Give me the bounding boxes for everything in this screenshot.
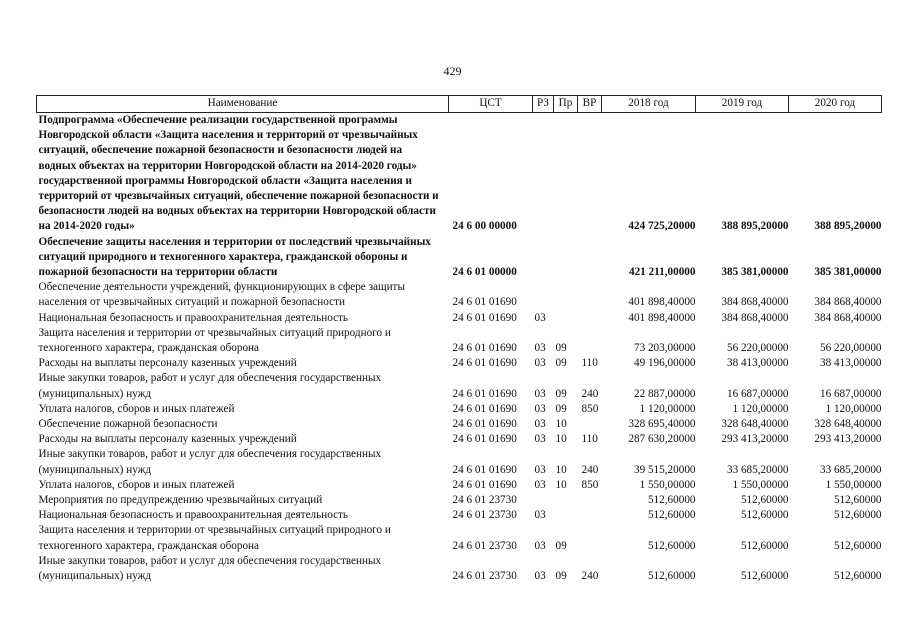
cell-name: Иные закупки товаров, работ и услуг для обеспечения государственных (муниципальных) нужд [38, 554, 382, 583]
header-name: Наименование [37, 96, 449, 113]
table-row [37, 311, 882, 326]
cell-pr: 10 [555, 433, 567, 446]
cell-pr: 09 [555, 357, 567, 370]
cell-rz: 03 [534, 433, 546, 446]
cell-pr [554, 235, 578, 281]
cell-pr: 09 [555, 570, 567, 583]
header-vr: ВР [578, 96, 602, 113]
cell-rz: 03 [534, 387, 546, 400]
cell-name: Уплата налогов, сборов и иных платежей [38, 402, 235, 415]
cell-y2019: 384 868,40000 [721, 296, 789, 309]
table-row [37, 523, 882, 553]
cell-cst: 24 6 01 01690 [452, 418, 517, 431]
cell-cst: 24 6 01 01690 [452, 478, 517, 491]
table-row [37, 554, 882, 584]
cell-vr: 240 [581, 570, 599, 583]
cell-y2020: 1 120,00000 [825, 402, 882, 415]
cell-cst: 24 6 01 23730 [452, 509, 517, 522]
cell-pr [554, 493, 578, 508]
cell-rz [533, 493, 554, 508]
cell-y2020: 385 381,00000 [814, 266, 882, 279]
cell-y2018: 39 515,20000 [633, 463, 696, 476]
cell-vr [578, 523, 602, 553]
cell-rz: 03 [534, 570, 546, 583]
cell-cst: 24 6 01 01690 [452, 357, 517, 370]
cell-y2020: 33 685,20000 [819, 463, 882, 476]
cell-pr: 09 [555, 387, 567, 400]
cell-y2019: 512,60000 [740, 539, 789, 552]
cell-y2019: 385 381,00000 [721, 266, 789, 279]
cell-y2018: 512,60000 [647, 494, 696, 507]
cell-cst: 24 6 01 23730 [452, 494, 517, 507]
budget-table [36, 95, 882, 584]
cell-pr: 09 [555, 402, 567, 415]
header-cst: ЦСТ [449, 96, 533, 113]
cell-vr [578, 311, 602, 326]
cell-cst: 24 6 00 00000 [452, 220, 517, 233]
cell-y2020: 512,60000 [833, 509, 882, 522]
cell-name: Обеспечение деятельности учреждений, функционирующих в сфере защиты населения от чрезвычайных ситуаций и пожарной безопасности [38, 281, 405, 309]
cell-cst: 24 6 01 01690 [452, 463, 517, 476]
cell-name: Обеспечение пожарной безопасности [38, 418, 218, 431]
cell-y2018: 49 196,00000 [633, 357, 696, 370]
header-rz: РЗ [533, 96, 554, 113]
cell-cst: 24 6 01 01690 [452, 342, 517, 355]
cell-vr [578, 113, 602, 235]
table-header-row [37, 96, 882, 113]
cell-y2020: 512,60000 [833, 539, 882, 552]
cell-name: Расходы на выплаты персоналу казенных учреждений [38, 357, 297, 370]
cell-y2020: 384 868,40000 [814, 296, 882, 309]
cell-cst: 24 6 01 00000 [452, 266, 517, 279]
cell-rz [533, 235, 554, 281]
cell-pr: 09 [555, 539, 567, 552]
header-2019: 2019 год [696, 96, 789, 113]
table-row [37, 493, 882, 508]
cell-y2020: 384 868,40000 [814, 311, 882, 324]
cell-cst: 24 6 01 01690 [452, 402, 517, 415]
table-row [37, 235, 882, 281]
cell-cst: 24 6 01 01690 [452, 387, 517, 400]
cell-pr: 10 [555, 478, 567, 491]
cell-pr [554, 508, 578, 523]
cell-y2019: 512,60000 [740, 570, 789, 583]
cell-name: Подпрограмма «Обеспечение реализации государственной программы Новгородской области «Защита населения и территорий от чрезвычайных ситуаций, обеспечение пожарной безопасности и безопасности людей на водных объектах на территории Новгородской области на 2014-2020 годы» государственной программы Новгородской области «Защита населения и территорий от чрезвычайных ситуаций, обеспечение пожарной безопасности и безопасности людей на водных объектах на территории Новгородской области на 2014-2020 годы» [38, 114, 439, 233]
cell-vr [578, 326, 602, 356]
cell-name: Иные закупки товаров, работ и услуг для обеспечения государственных (муниципальных) нужд [38, 372, 382, 400]
cell-y2019: 293 413,20000 [721, 433, 789, 446]
header-2020: 2020 год [789, 96, 882, 113]
cell-y2019: 384 868,40000 [721, 311, 789, 324]
table-body [37, 113, 882, 585]
cell-vr: 110 [581, 433, 598, 446]
cell-y2020: 293 413,20000 [814, 433, 882, 446]
cell-name: Расходы на выплаты персоналу казенных учреждений [38, 433, 297, 446]
cell-y2020: 512,60000 [833, 494, 882, 507]
cell-y2019: 33 685,20000 [726, 463, 789, 476]
cell-rz: 03 [534, 509, 546, 522]
cell-y2019: 512,60000 [740, 509, 789, 522]
cell-cst: 24 6 01 01690 [452, 433, 517, 446]
cell-rz [533, 113, 554, 235]
cell-y2020: 16 687,00000 [819, 387, 882, 400]
cell-pr: 09 [555, 342, 567, 355]
cell-y2019: 38 413,00000 [726, 357, 789, 370]
cell-y2019: 512,60000 [740, 494, 789, 507]
cell-vr [578, 235, 602, 281]
cell-pr: 10 [555, 418, 567, 431]
table-row [37, 356, 882, 371]
table-row [37, 447, 882, 477]
header-2018: 2018 год [602, 96, 696, 113]
cell-y2019: 16 687,00000 [726, 387, 789, 400]
cell-y2018: 424 725,20000 [628, 220, 696, 233]
cell-name: Защита населения и территории от чрезвычайных ситуаций природного и техногенного характера, гражданская оборона [38, 326, 391, 355]
cell-rz: 03 [534, 478, 546, 491]
cell-cst: 24 6 01 01690 [452, 296, 517, 309]
cell-pr [554, 113, 578, 235]
cell-name: Мероприятия по предупреждению чрезвычайных ситуаций [38, 494, 323, 507]
table-row [37, 508, 882, 523]
cell-y2018: 328 695,40000 [628, 418, 696, 431]
cell-rz: 03 [534, 463, 546, 476]
cell-y2020: 38 413,00000 [819, 357, 882, 370]
cell-vr: 240 [581, 463, 599, 476]
cell-cst: 24 6 01 01690 [452, 311, 517, 324]
table-row [37, 478, 882, 493]
cell-y2020: 56 220,00000 [819, 342, 882, 355]
table-row [37, 371, 882, 401]
cell-name: Национальная безопасность и правоохранительная деятельность [38, 509, 349, 522]
cell-rz: 03 [534, 357, 546, 370]
cell-y2018: 512,60000 [647, 570, 696, 583]
cell-rz: 03 [534, 402, 546, 415]
cell-vr: 240 [581, 387, 599, 400]
cell-vr: 850 [581, 478, 599, 491]
cell-rz: 03 [534, 342, 546, 355]
cell-y2018: 73 203,00000 [633, 342, 696, 355]
cell-cst: 24 6 01 23730 [452, 539, 517, 552]
table-row [37, 417, 882, 432]
cell-rz: 03 [534, 418, 546, 431]
table-row [37, 402, 882, 417]
cell-vr [578, 280, 602, 310]
cell-y2018: 22 887,00000 [633, 387, 696, 400]
table-row [37, 432, 882, 447]
cell-y2018: 421 211,00000 [628, 266, 696, 279]
cell-name: Уплата налогов, сборов и иных платежей [38, 478, 235, 491]
cell-vr [578, 508, 602, 523]
cell-y2019: 328 648,40000 [721, 418, 789, 431]
cell-name: Обеспечение защиты населения и территории от последствий чрезвычайных ситуаций природного и техногенного характера, гражданской обороны и пожарной безопасности на территории области [38, 235, 431, 279]
cell-y2018: 287 630,20000 [628, 433, 696, 446]
table-row [37, 326, 882, 356]
cell-y2020: 328 648,40000 [814, 418, 882, 431]
cell-y2019: 388 895,20000 [721, 220, 789, 233]
cell-y2018: 512,60000 [647, 539, 696, 552]
cell-y2019: 56 220,00000 [726, 342, 789, 355]
cell-y2018: 401 898,40000 [628, 296, 696, 309]
table-row [37, 280, 882, 310]
cell-y2020: 1 550,00000 [825, 478, 882, 491]
cell-cst: 24 6 01 23730 [452, 570, 517, 583]
cell-y2019: 1 120,00000 [732, 402, 789, 415]
cell-y2018: 1 550,00000 [639, 478, 696, 491]
cell-rz: 03 [534, 311, 546, 324]
cell-y2020: 388 895,20000 [814, 220, 882, 233]
cell-vr: 850 [581, 402, 599, 415]
cell-pr: 10 [555, 463, 567, 476]
cell-rz: 03 [534, 539, 546, 552]
cell-vr [578, 417, 602, 432]
cell-pr [554, 311, 578, 326]
cell-y2019: 1 550,00000 [732, 478, 789, 491]
cell-vr [578, 493, 602, 508]
cell-name: Национальная безопасность и правоохранительная деятельность [38, 311, 349, 324]
page-number: 429 [443, 64, 462, 78]
cell-name: Защита населения и территории от чрезвычайных ситуаций природного и техногенного характера, гражданская оборона [38, 524, 391, 552]
cell-y2018: 1 120,00000 [639, 402, 696, 415]
header-pr: Пр [554, 96, 578, 113]
cell-y2018: 512,60000 [647, 509, 696, 522]
cell-rz [533, 280, 554, 310]
cell-y2018: 401 898,40000 [628, 311, 696, 324]
cell-pr [554, 280, 578, 310]
cell-name: Иные закупки товаров, работ и услуг для обеспечения государственных (муниципальных) нужд [38, 448, 382, 476]
table-row [37, 113, 882, 235]
cell-vr: 110 [581, 357, 598, 370]
cell-y2020: 512,60000 [833, 570, 882, 583]
